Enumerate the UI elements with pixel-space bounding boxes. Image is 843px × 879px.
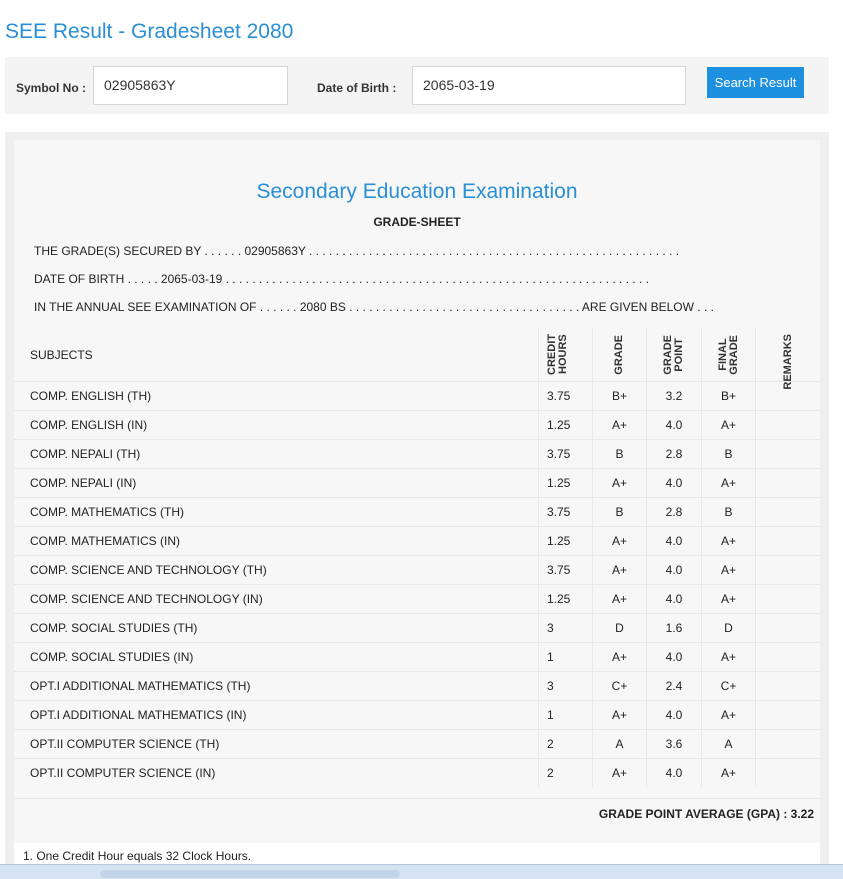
- grade-cell: A+: [592, 527, 646, 555]
- gpa-value: GRADE POINT AVERAGE (GPA) : 3.22: [598, 807, 814, 821]
- grade-point-cell: 4.0: [646, 411, 701, 439]
- gradesheet-container: [5, 132, 829, 879]
- final-grade-cell: A+: [701, 411, 755, 439]
- grade-header: GRADE: [613, 335, 625, 375]
- final-grade-cell: A+: [701, 759, 755, 787]
- grade-point-cell: 4.0: [646, 527, 701, 555]
- grade-cell: A+: [592, 411, 646, 439]
- remarks-cell: [755, 556, 820, 584]
- subjects-header: SUBJECTS: [30, 347, 93, 362]
- credit-hours-cell: 1: [538, 701, 592, 729]
- grade-cell: A+: [592, 643, 646, 671]
- remarks-cell: [755, 643, 820, 671]
- final-grade-cell: B: [701, 498, 755, 526]
- credit-hours-cell: 2: [538, 730, 592, 758]
- subject-cell: OPT.II COMPUTER SCIENCE (IN): [30, 766, 216, 780]
- grade-point-header: GRADE POINT: [662, 335, 685, 375]
- table-row: [14, 381, 820, 410]
- grade-point-cell: 4.0: [646, 585, 701, 613]
- credit-hours-cell: 3.75: [538, 556, 592, 584]
- table-row: [14, 729, 820, 758]
- credit-hours-header-cell: [538, 328, 592, 381]
- subject-cell: OPT.II COMPUTER SCIENCE (TH): [30, 737, 220, 751]
- subject-cell: COMP. SOCIAL STUDIES (IN): [30, 650, 194, 664]
- final-grade-cell: A+: [701, 469, 755, 497]
- subject-cell: COMP. NEPALI (TH): [30, 447, 141, 461]
- symbol-label: Symbol No :: [16, 81, 87, 95]
- table-row: [14, 439, 820, 468]
- remarks-cell: [755, 411, 820, 439]
- table-row: [14, 613, 820, 642]
- grade-point-cell: 4.0: [646, 643, 701, 671]
- secured-by-line: THE GRADE(S) SECURED BY . . . . . . 02905863Y . . . . . . . . . . . . . . . . . . . . . . . . . . . . . . . . . . . . . . . . . . . . . . . . . . . . . . . .: [34, 244, 680, 258]
- subject-cell: OPT.I ADDITIONAL MATHEMATICS (IN): [30, 708, 247, 722]
- final-grade-cell: B: [701, 440, 755, 468]
- grade-point-cell: 4.0: [646, 701, 701, 729]
- remarks-cell: [755, 440, 820, 468]
- subject-cell: COMP. ENGLISH (IN): [30, 418, 148, 432]
- credit-hour-note: 1. One Credit Hour equals 32 Clock Hours.: [23, 849, 252, 863]
- credit-hours-cell: 3: [538, 614, 592, 642]
- grade-point-cell: 3.2: [646, 382, 701, 410]
- grade-cell: B: [592, 498, 646, 526]
- grade-sheet-title: GRADE-SHEET: [373, 215, 461, 229]
- remarks-cell: [755, 498, 820, 526]
- gpa-area: [14, 798, 820, 842]
- table-row: [14, 410, 820, 439]
- remarks-cell: [755, 759, 820, 787]
- subject-cell: COMP. SCIENCE AND TECHNOLOGY (IN): [30, 592, 263, 606]
- credit-hours-cell: 3.75: [538, 382, 592, 410]
- final-grade-cell: B+: [701, 382, 755, 410]
- credit-hours-cell: 2: [538, 759, 592, 787]
- grade-point-cell: 3.6: [646, 730, 701, 758]
- grade-cell: C+: [592, 672, 646, 700]
- subject-cell: OPT.I ADDITIONAL MATHEMATICS (TH): [30, 679, 251, 693]
- table-row: [14, 700, 820, 729]
- table-row: [14, 584, 820, 613]
- grade-cell: D: [592, 614, 646, 642]
- table-row: [14, 497, 820, 526]
- final-grade-cell: A+: [701, 701, 755, 729]
- remarks-cell: [755, 382, 820, 410]
- credit-hours-cell: 1.25: [538, 527, 592, 555]
- grade-cell: A+: [592, 585, 646, 613]
- final-grade-cell: A+: [701, 556, 755, 584]
- table-row: [14, 526, 820, 555]
- remarks-cell: [755, 672, 820, 700]
- grades-table: [14, 328, 820, 787]
- grade-cell: A+: [592, 469, 646, 497]
- credit-hours-cell: 1.25: [538, 411, 592, 439]
- table-row: [14, 758, 820, 787]
- credit-hours-cell: 3.75: [538, 498, 592, 526]
- subject-cell: COMP. NEPALI (IN): [30, 476, 137, 490]
- subject-cell: COMP. SOCIAL STUDIES (TH): [30, 621, 198, 635]
- remarks-header: REMARKS: [781, 334, 794, 390]
- grade-point-cell: 2.8: [646, 440, 701, 468]
- table-row: [14, 468, 820, 497]
- credit-hours-cell: 3.75: [538, 440, 592, 468]
- remarks-cell: [755, 730, 820, 758]
- table-row: [14, 671, 820, 700]
- search-result-button[interactable]: Search Result: [707, 67, 804, 98]
- page-title: SEE Result - Gradesheet 2080: [5, 20, 294, 43]
- credit-hours-cell: 3: [538, 672, 592, 700]
- grade-point-header-cell: [646, 328, 701, 381]
- date-of-birth-line: DATE OF BIRTH . . . . . 2065-03-19 . . . . . . . . . . . . . . . . . . . . . . . . . . . . . . . . . . . . . . . . . . . . . . . . . . . . . . . . . . . . . . . .: [34, 272, 650, 286]
- subject-cell: COMP. MATHEMATICS (IN): [30, 534, 180, 548]
- remarks-cell: [755, 614, 820, 642]
- grade-cell: A+: [592, 759, 646, 787]
- final-grade-cell: D: [701, 614, 755, 642]
- grade-point-cell: 4.0: [646, 759, 701, 787]
- remarks-cell: [755, 469, 820, 497]
- final-grade-cell: C+: [701, 672, 755, 700]
- final-grade-cell: A+: [701, 585, 755, 613]
- grade-point-cell: 4.0: [646, 556, 701, 584]
- grade-cell: B: [592, 440, 646, 468]
- gradesheet: [14, 140, 820, 879]
- final-grade-cell: A+: [701, 527, 755, 555]
- examination-line: IN THE ANNUAL SEE EXAMINATION OF . . . . . . 2080 BS . . . . . . . . . . . . . . . . . . . . . . . . . . . . . . . . . . . ARE GIVEN BELOW . . .: [34, 300, 714, 314]
- remarks-cell: [755, 701, 820, 729]
- table-row: [14, 555, 820, 584]
- credit-hours-header: CREDIT HOURS: [546, 334, 569, 375]
- grade-point-cell: 2.8: [646, 498, 701, 526]
- final-grade-cell: A+: [701, 643, 755, 671]
- grade-cell: A: [592, 730, 646, 758]
- subject-cell: COMP. SCIENCE AND TECHNOLOGY (TH): [30, 563, 267, 577]
- credit-hours-cell: 1.25: [538, 469, 592, 497]
- final-grade-cell: A: [701, 730, 755, 758]
- bottom-scroll-element: [100, 870, 400, 878]
- bottom-bar: [0, 864, 843, 879]
- dob-label: Date of Birth :: [317, 81, 397, 95]
- dob-input[interactable]: 2065-03-19: [412, 66, 686, 105]
- credit-hours-cell: 1.25: [538, 585, 592, 613]
- grade-point-cell: 1.6: [646, 614, 701, 642]
- grade-cell: A+: [592, 701, 646, 729]
- subject-cell: COMP. ENGLISH (TH): [30, 389, 152, 403]
- symbol-input[interactable]: 02905863Y: [93, 66, 288, 105]
- search-panel: [5, 57, 829, 114]
- credit-hours-cell: 1: [538, 643, 592, 671]
- grade-point-cell: 4.0: [646, 469, 701, 497]
- grade-point-cell: 2.4: [646, 672, 701, 700]
- grade-cell: A+: [592, 556, 646, 584]
- grade-cell: B+: [592, 382, 646, 410]
- remarks-header-cell: [755, 328, 820, 390]
- table-header: [14, 328, 820, 390]
- remarks-cell: [755, 527, 820, 555]
- table-row: [14, 642, 820, 671]
- subject-cell: COMP. MATHEMATICS (TH): [30, 505, 184, 519]
- final-grade-header: FINAL GRADE: [716, 335, 740, 375]
- final-grade-header-cell: [701, 328, 755, 381]
- grade-header-cell: [592, 328, 646, 381]
- exam-title: Secondary Education Examination: [256, 180, 578, 203]
- remarks-cell: [755, 585, 820, 613]
